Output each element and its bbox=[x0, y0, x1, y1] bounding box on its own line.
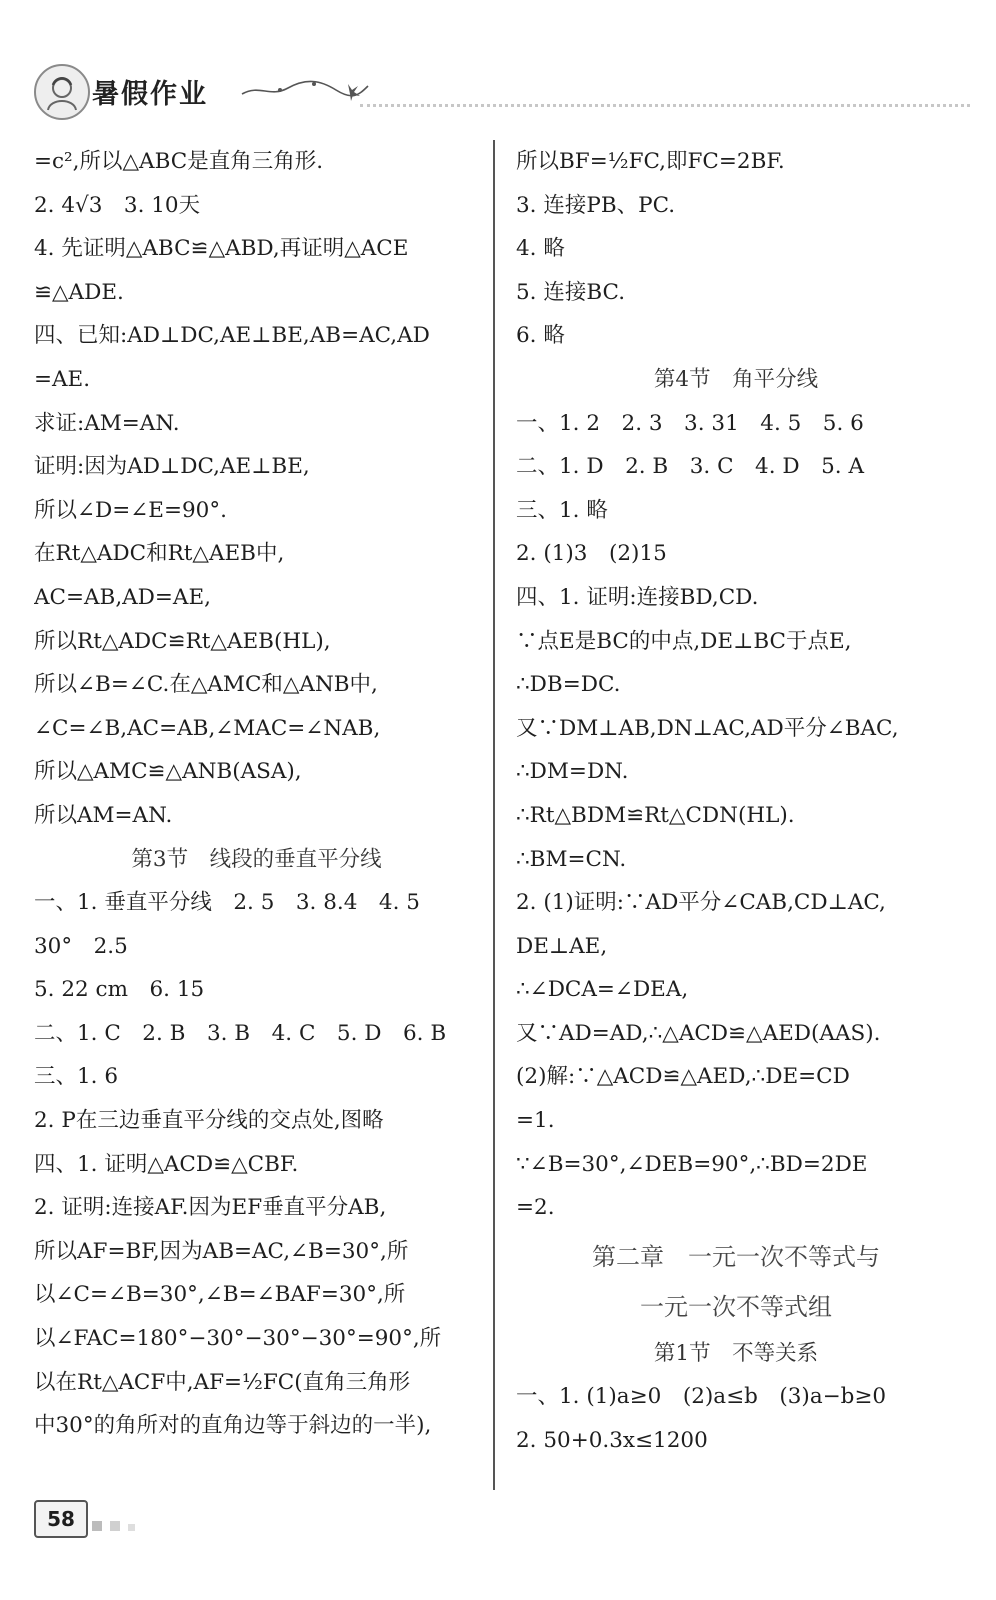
text-line: ∴∠DCA=∠DEA, bbox=[516, 977, 689, 1003]
text-line: 5. 22 cm 6. 15 bbox=[34, 977, 205, 1003]
text-line: 三、1. 略 bbox=[516, 497, 608, 523]
text-line: AC=AB,AD=AE, bbox=[34, 584, 211, 610]
text-line: ∵点E是BC的中点,DE⊥BC于点E, bbox=[516, 628, 852, 654]
portrait-icon bbox=[34, 64, 90, 120]
text-line: 2. (1)3 (2)15 bbox=[516, 541, 667, 567]
footer-square bbox=[128, 1524, 135, 1531]
text-line: 30° 2.5 bbox=[34, 933, 128, 959]
text-line: =AE. bbox=[34, 366, 91, 392]
text-line: 2. P在三边垂直平分线的交点处,图略 bbox=[34, 1108, 384, 1134]
footer-decoration bbox=[92, 1516, 143, 1535]
section-heading: 第3节 线段的垂直平分线 bbox=[131, 846, 382, 872]
footer-square bbox=[92, 1521, 102, 1531]
text-line: 6. 略 bbox=[516, 323, 565, 349]
text-line: 2. 50+0.3x≤1200 bbox=[516, 1428, 708, 1454]
text-line: 二、1. D 2. B 3. C 4. D 5. A bbox=[516, 454, 864, 480]
text-line: 所以Rt△ADC≌Rt△AEB(HL), bbox=[34, 628, 331, 654]
text-line: 二、1. C 2. B 3. B 4. C 5. D 6. B bbox=[34, 1020, 447, 1046]
text-line: 所以BF=½FC,即FC=2BF. bbox=[516, 149, 785, 174]
text-line: 证明:因为AD⊥DC,AE⊥BE, bbox=[34, 454, 310, 480]
text-line: 一、1. 垂直平分线 2. 5 3. 8.4 4. 5 bbox=[34, 890, 420, 916]
text-line: ∴DM=DN. bbox=[516, 759, 629, 785]
text-line: 中30°的角所对的直角边等于斜边的一半), bbox=[34, 1413, 432, 1439]
text-line: 2. 证明:连接AF.因为EF垂直平分AB, bbox=[34, 1195, 387, 1221]
text-line: 所以AM=AN. bbox=[34, 802, 173, 828]
text-line: ∠C=∠B,AC=AB,∠MAC=∠NAB, bbox=[34, 715, 381, 741]
page-footer bbox=[34, 1500, 94, 1534]
text-line: 三、1. 6 bbox=[34, 1064, 119, 1090]
text-line: 4. 略 bbox=[516, 236, 565, 262]
page-header bbox=[30, 60, 970, 122]
text-line: (2)解:∵△ACD≌△AED,∴DE=CD bbox=[516, 1064, 850, 1090]
page-number: 58 bbox=[34, 1500, 88, 1538]
text-line: ∴BM=CN. bbox=[516, 846, 627, 872]
section-heading: 第4节 角平分线 bbox=[653, 366, 819, 392]
chapter-title: 一元一次不等式组 bbox=[640, 1292, 832, 1321]
text-line: 一、1. (1)a≥0 (2)a≤b (3)a−b≥0 bbox=[516, 1384, 887, 1410]
text-line: 5. 连接BC. bbox=[516, 279, 626, 305]
text-line: 4. 先证明△ABC≌△ABD,再证明△ACE bbox=[34, 236, 409, 262]
text-line: ∴DB=DC. bbox=[516, 672, 621, 698]
text-line: 所以∠B=∠C.在△AMC和△ANB中, bbox=[34, 672, 378, 698]
text-line: =c²,所以△ABC是直角三角形. bbox=[34, 149, 324, 174]
portrait-icon-drawing bbox=[42, 72, 82, 112]
text-line: 求证:AM=AN. bbox=[34, 410, 180, 436]
header-dotted-rule bbox=[360, 104, 970, 107]
text-line: =2. bbox=[516, 1195, 555, 1221]
text-line: =1. bbox=[516, 1108, 555, 1134]
text-line: 所以∠D=∠E=90°. bbox=[34, 497, 227, 523]
text-line: 2. (1)证明:∵AD平分∠CAB,CD⊥AC, bbox=[516, 890, 886, 916]
text-line: 四、1. 证明△ACD≌△CBF. bbox=[34, 1151, 299, 1177]
decorative-vine-icon bbox=[240, 74, 370, 104]
footer-square bbox=[110, 1521, 120, 1531]
column-divider bbox=[493, 140, 495, 1490]
left-column bbox=[34, 140, 479, 1448]
text-line: 又∵AD=AD,∴△ACD≌△AED(AAS). bbox=[516, 1020, 881, 1046]
right-column bbox=[516, 140, 956, 1463]
text-line: 四、已知:AD⊥DC,AE⊥BE,AB=AC,AD bbox=[34, 323, 430, 349]
chapter-title: 第二章 一元一次不等式与 bbox=[592, 1242, 880, 1271]
text-line: 以∠C=∠B=30°,∠B=∠BAF=30°,所 bbox=[34, 1282, 406, 1308]
text-line: ≌△ADE. bbox=[34, 279, 124, 305]
text-line: 在Rt△ADC和Rt△AEB中, bbox=[34, 541, 285, 567]
text-line: 又∵DM⊥AB,DN⊥AC,AD平分∠BAC, bbox=[516, 715, 899, 741]
text-line: 四、1. 证明:连接BD,CD. bbox=[516, 584, 759, 610]
text-line: DE⊥AE, bbox=[516, 933, 608, 959]
text-line: ∵∠B=30°,∠DEB=90°,∴BD=2DE bbox=[516, 1151, 868, 1177]
text-line: ∴Rt△BDM≌Rt△CDN(HL). bbox=[516, 802, 795, 828]
section-heading: 第1节 不等关系 bbox=[653, 1340, 819, 1366]
text-line: 一、1. 2 2. 3 3. 31 4. 5 5. 6 bbox=[516, 410, 864, 436]
text-line: 以∠FAC=180°−30°−30°−30°=90°,所 bbox=[34, 1326, 442, 1352]
text-line: 所以AF=BF,因为AB=AC,∠B=30°,所 bbox=[34, 1238, 409, 1264]
text-line: 以在Rt△ACF中,AF=½FC(直角三角形 bbox=[34, 1369, 411, 1395]
text-line: 所以△AMC≌△ANB(ASA), bbox=[34, 759, 302, 785]
header-title: 暑假作业 bbox=[92, 79, 208, 110]
text-line: 2. 4√3 3. 10天 bbox=[34, 192, 201, 218]
text-line: 3. 连接PB、PC. bbox=[516, 192, 676, 218]
